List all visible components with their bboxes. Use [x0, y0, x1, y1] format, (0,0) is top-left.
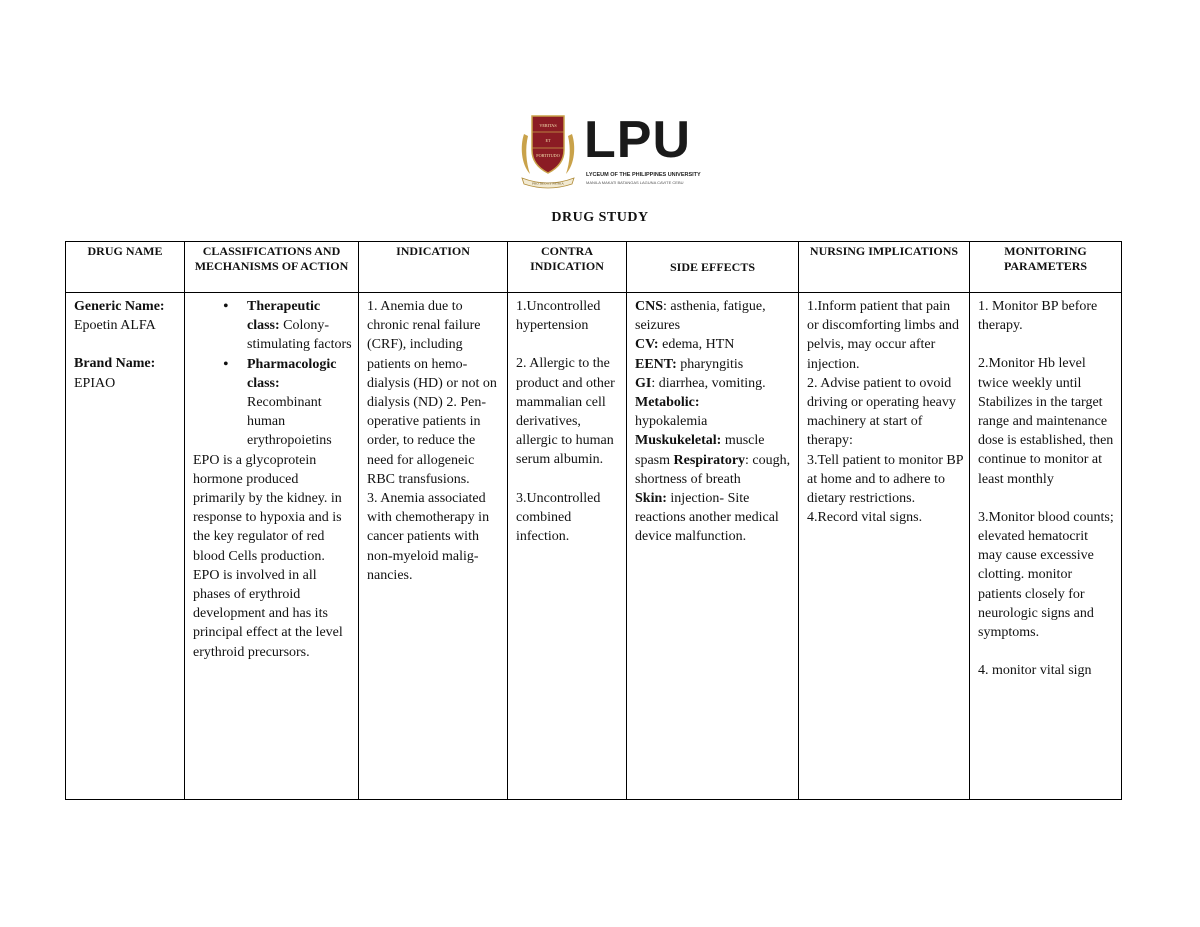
- cell-classifications: [185, 293, 359, 800]
- lpu-logo: [518, 111, 701, 190]
- side-effect-skin: [635, 489, 792, 547]
- therapeutic-class-value: Colony-stimulating factors: [247, 318, 352, 353]
- header-side-effects: SIDE EFFECTS: [627, 242, 799, 293]
- class-list: [193, 297, 352, 451]
- skin-value: injection- Site reactions another medical device malfunction.: [635, 491, 779, 545]
- metabolic-label: Metabolic:: [635, 395, 700, 411]
- crest-text-3: FORTITUDO: [536, 153, 560, 158]
- cell-drug-name: [66, 293, 185, 800]
- mechanism-of-action: EPO is a glycoprotein hormone produced primarily by the kidney. in response to hypoxia and is the key regulator of red blood Cells production. EPO is involved in all phases of erythroid development and has its principal effect at the level erythroid precursors.: [193, 452, 343, 660]
- generic-name-label: Generic Name:: [74, 299, 165, 314]
- metabolic-value: hypokalemia: [635, 414, 708, 430]
- crest-banner-text: PRO DEO ET PATRIA: [532, 181, 564, 186]
- therapeutic-class-label: Therapeutic class:: [247, 299, 321, 334]
- eent-label: EENT:: [635, 356, 677, 372]
- respiratory-value: : cough, shortness of breath: [635, 452, 791, 487]
- side-effect-eent: [635, 355, 792, 374]
- contra-item-2: 2. Allergic to the product and other mammalian cell derivatives, allergic to human serum albumin.: [516, 356, 615, 468]
- document-title: DRUG STUDY: [551, 210, 649, 225]
- cns-label: CNS: [635, 299, 664, 314]
- nursing-text: 1.Inform patient that pain or discomforting limbs and pelvis, may occur after injection. 2. Advise patient to ovoid driving or operating heavy machinery at start of therapy: 3.Tell patient to monitor BP at home and to adhere to dietary restrictions. 4.Record vital signs.: [807, 299, 963, 526]
- side-effect-metabolic: [635, 393, 792, 431]
- eent-value: pharyngitis: [676, 356, 744, 372]
- header-monitoring-parameters: MONITORING PARAMETERS: [970, 242, 1122, 293]
- contra-item-1: 1.Uncontrolled hypertension: [516, 299, 601, 334]
- side-effect-cns: [635, 297, 792, 335]
- cell-indication: [359, 293, 508, 800]
- cell-side-effects: [627, 293, 799, 800]
- list-item: [247, 355, 352, 451]
- gi-label: GI: [635, 375, 652, 391]
- side-effect-cv: [635, 335, 792, 354]
- cell-contra-indication: [508, 293, 627, 800]
- header-drug-name: DRUG NAME: [66, 242, 185, 293]
- monitoring-item-2: 2.Monitor Hb level twice weekly until Stabilizes in the target range and maintenance dose is established, then continue to monitor at least monthly: [978, 356, 1114, 487]
- logo-text: LPU: [584, 111, 691, 169]
- pharmacologic-class-value: Recombinant human erythropoietins: [247, 395, 332, 449]
- logo-campus-list: MANILA MAKATI BATANGAS LAGUNA CAVITE CEBU: [586, 180, 684, 185]
- header-contra-indication: CONTRA INDICATION: [508, 242, 627, 293]
- cns-value: : asthenia, fatigue, seizures: [635, 299, 766, 334]
- monitoring-item-1: 1. Monitor BP before therapy.: [978, 299, 1098, 334]
- crest-text-1: VERITAS: [539, 123, 557, 128]
- generic-name-value: Epoetin ALFA: [74, 318, 156, 334]
- lpu-crest-icon: [518, 112, 578, 190]
- crest-text-2: ET: [545, 138, 551, 143]
- pharmacologic-class-label: Pharmacologic class:: [247, 356, 337, 391]
- musk-label: Muskukeletal:: [635, 433, 722, 449]
- header-indication: INDICATION: [359, 242, 508, 293]
- musk-value: muscle spasm: [635, 433, 765, 468]
- cv-label: CV:: [635, 337, 659, 353]
- header-nursing-implications: NURSING IMPLICATIONS: [799, 242, 970, 293]
- brand-name-value: EPIAO: [74, 375, 116, 391]
- monitoring-item-3: 3.Monitor blood counts; elevated hematocrit may cause excessive clotting. monitor patients closely for neurologic signs and symptoms.: [978, 509, 1114, 641]
- gi-value: : diarrhea, vomiting.: [651, 375, 766, 391]
- table-row: [66, 293, 1122, 800]
- list-item: [247, 297, 352, 355]
- monitoring-item-4: 4. monitor vital sign: [978, 663, 1092, 679]
- table-header-row: [66, 242, 1122, 293]
- side-effect-gi: [635, 374, 792, 393]
- header-classifications: CLASSIFICATIONS AND MECHANISMS OF ACTION: [185, 242, 359, 293]
- drug-study-table: [65, 241, 1122, 800]
- side-effect-musculoskeletal: [635, 431, 792, 489]
- logo-subtitle: LYCEUM OF THE PHILIPPINES UNIVERSITY: [586, 172, 701, 178]
- respiratory-label: Respiratory: [673, 452, 746, 468]
- indication-text: 1. Anemia due to chronic renal failure (CRF), including patients on hemo- dialysis (HD) or not on dialysis (ND) 2. Pen-operative patients in order, to reduce the need for allogeneic RBC transfusions. 3. Anemia associated with chemotherapy in cancer patients with non-myeloid malig- nancies.: [367, 299, 497, 583]
- brand-name-label: Brand Name:: [74, 356, 156, 372]
- skin-label: Skin:: [635, 491, 667, 507]
- cell-nursing-implications: [799, 293, 970, 800]
- cv-value: edema, HTN: [658, 337, 735, 353]
- cell-monitoring-parameters: [970, 293, 1122, 800]
- contra-item-3: 3.Uncontrolled combined infection.: [516, 490, 601, 545]
